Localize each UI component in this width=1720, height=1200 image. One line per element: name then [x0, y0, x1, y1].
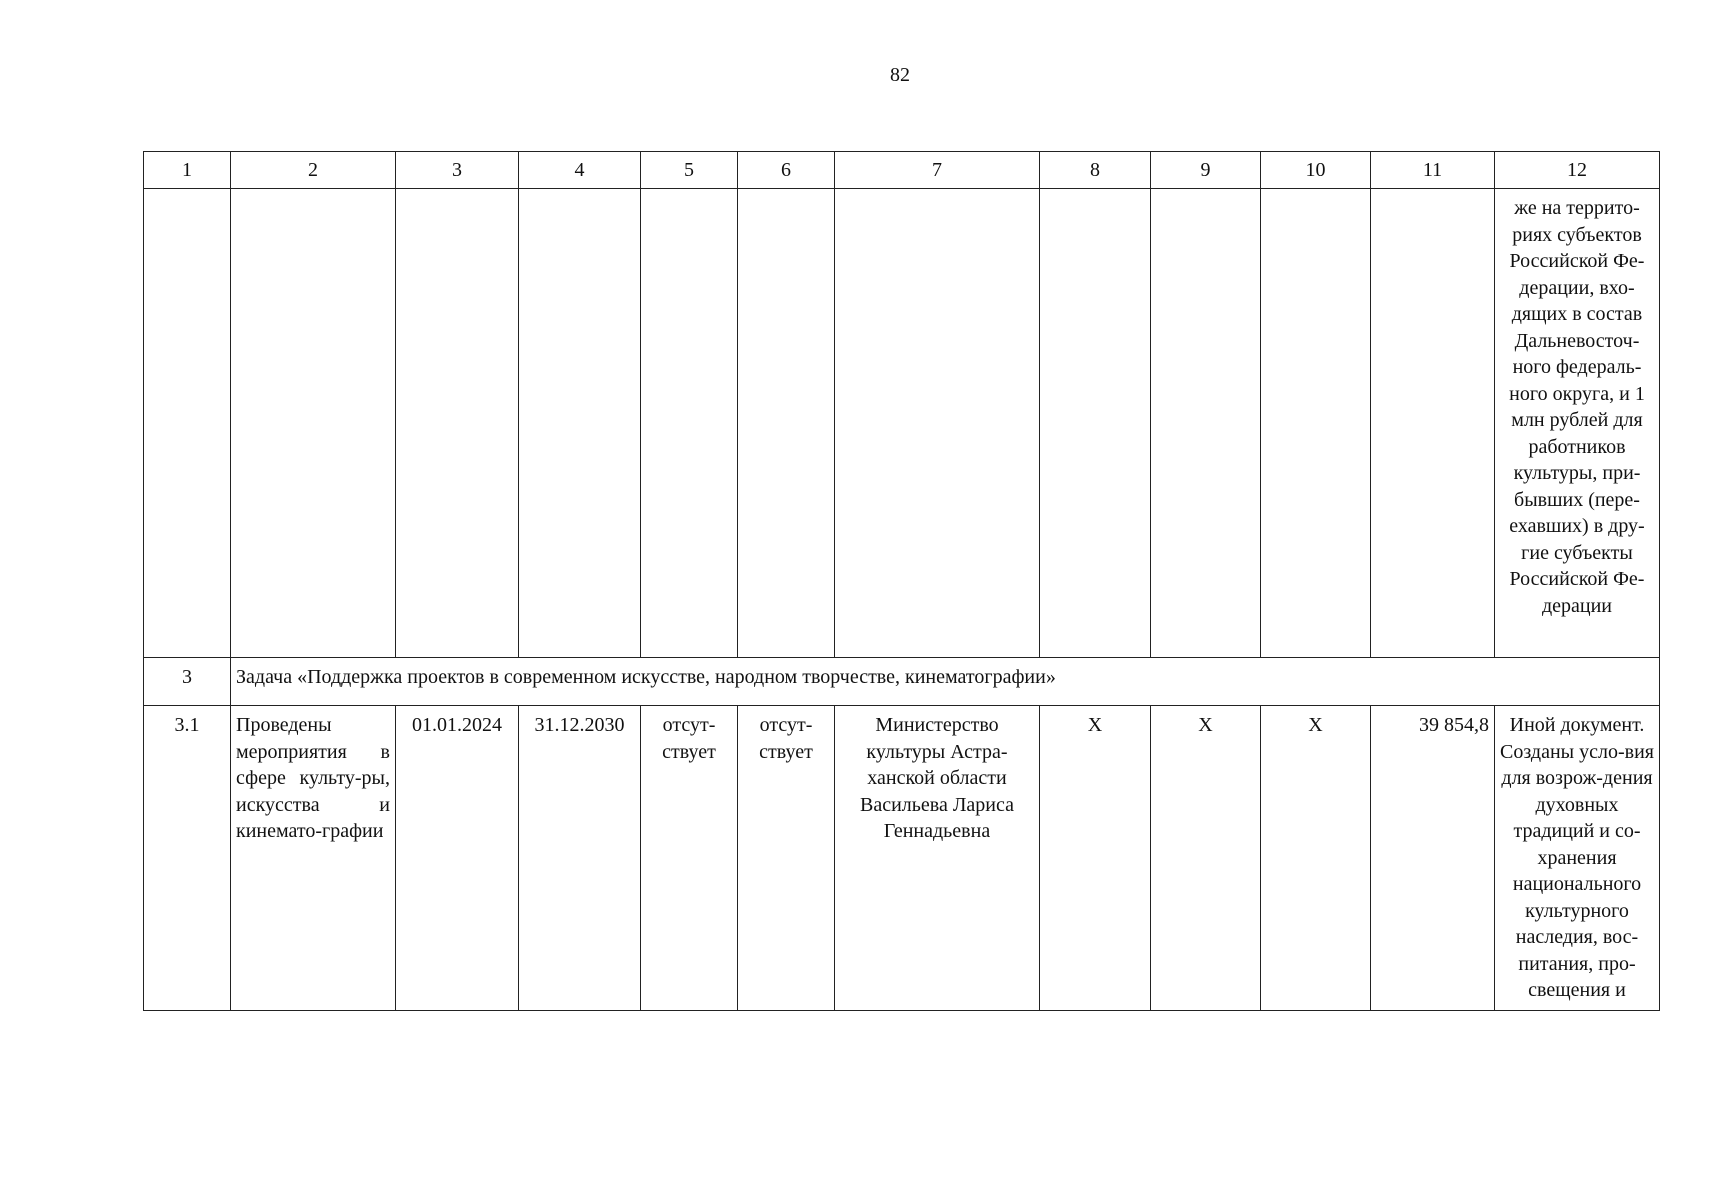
table-cell [738, 189, 835, 658]
table-cell [1371, 189, 1495, 658]
header-cell: 8 [1040, 152, 1151, 189]
header-cell: 11 [1371, 152, 1495, 189]
table-row [144, 189, 1660, 658]
table-cell [835, 189, 1040, 658]
task-title: Задача «Поддержка проектов в современном искусстве, народном творчестве, кинематографии» [231, 658, 1660, 706]
header-cell: 7 [835, 152, 1040, 189]
table-cell [1040, 189, 1151, 658]
task-number: 3 [144, 658, 231, 706]
start-date-cell: 01.01.2024 [396, 706, 519, 1011]
table-cell [396, 189, 519, 658]
header-cell: 5 [641, 152, 738, 189]
header-cell: 12 [1495, 152, 1660, 189]
table-row [144, 706, 1660, 1011]
table-cell [1261, 189, 1371, 658]
amount-cell: 39 854,8 [1371, 706, 1495, 1011]
header-cell: 6 [738, 152, 835, 189]
column-9-cell: X [1151, 706, 1261, 1011]
table-cell [144, 189, 231, 658]
continuation-result-cell: же на террито-риях субъектов Российской Фе-дерации, вхо-дящих в состав Дальневосточ-ного федераль-ного округа, и 1 млн рублей для работников культуры, при-бывших (пере-ехавших) в дру-гие субъекты Российской Фе-дерации [1495, 189, 1660, 658]
responsible-cell: Министерство культуры Астра-ханской области Васильева Лариса Геннадьевна [835, 706, 1040, 1011]
header-cell: 3 [396, 152, 519, 189]
table-cell [1151, 189, 1261, 658]
column-6-cell: отсут-ствует [738, 706, 835, 1011]
table-cell [519, 189, 641, 658]
task-row [144, 658, 1660, 706]
end-date-cell: 31.12.2030 [519, 706, 641, 1011]
header-row [144, 152, 1660, 189]
result-cell: Иной документ. Созданы усло-вия для возрож-дения духовных традиций и со-хранения национального культурного наследия, вос-питания, про-свещения и [1495, 706, 1660, 1011]
header-cell: 10 [1261, 152, 1371, 189]
column-10-cell: X [1261, 706, 1371, 1011]
row-number: 3.1 [144, 706, 231, 1011]
column-5-cell: отсут-ствует [641, 706, 738, 1011]
table-cell [641, 189, 738, 658]
document-table [143, 151, 1660, 1011]
page-number: 82 [890, 64, 910, 86]
column-8-cell: X [1040, 706, 1151, 1011]
table-cell [231, 189, 396, 658]
header-cell: 9 [1151, 152, 1261, 189]
header-cell: 2 [231, 152, 396, 189]
event-name-cell: Проведены мероприятия в сфере культу-ры, искусства и кинемато-графии [231, 706, 396, 1011]
header-cell: 4 [519, 152, 641, 189]
header-cell: 1 [144, 152, 231, 189]
